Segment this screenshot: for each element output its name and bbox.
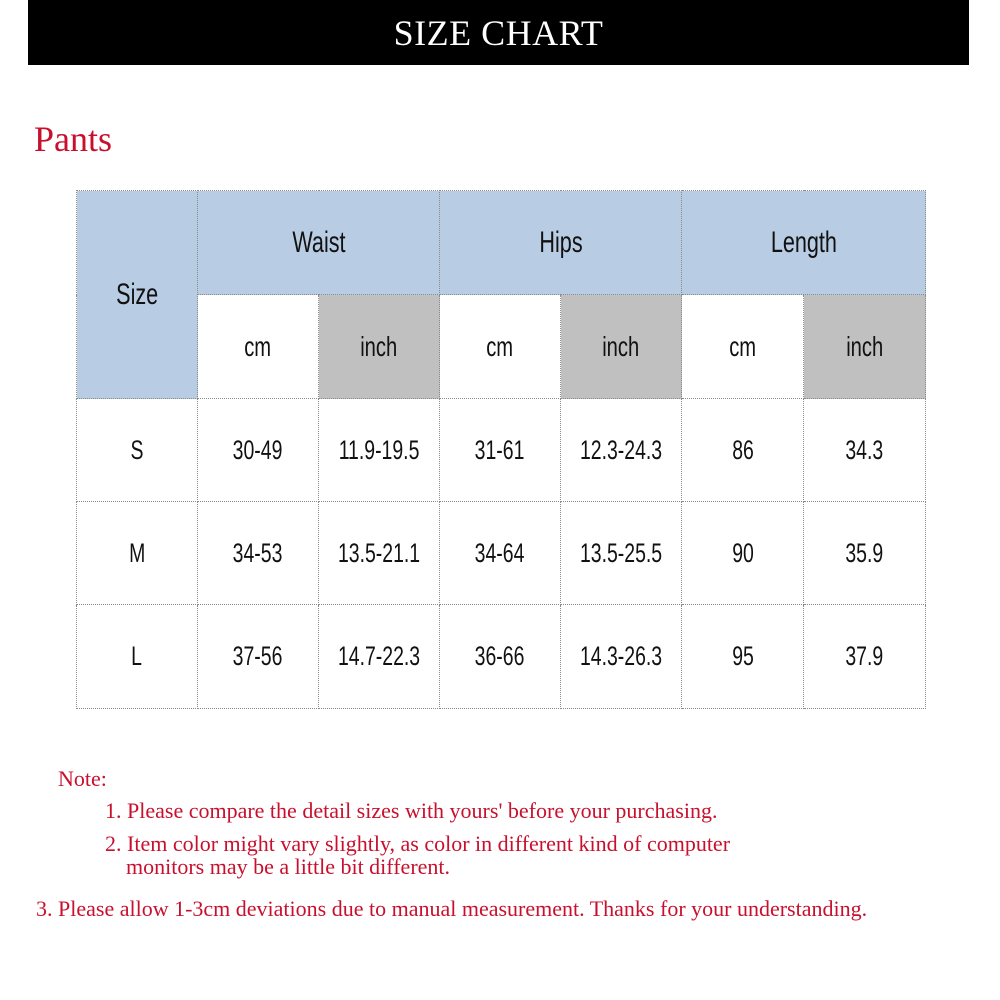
table-cell: 34.3 — [804, 399, 926, 502]
note-item-1: 1. Please compare the detail sizes with yours' before your purchasing. — [105, 798, 718, 823]
table-header-row — [77, 191, 926, 295]
table-row — [77, 502, 926, 605]
table-cell: 37-56 — [198, 605, 319, 709]
table-cell: 37.9 — [804, 605, 926, 709]
length-header: Length — [682, 191, 926, 295]
size-table — [76, 190, 926, 709]
size-cell: L — [77, 605, 198, 709]
size-cell: M — [77, 502, 198, 605]
table-cell: 86 — [682, 399, 804, 502]
table-cell: 34-53 — [198, 502, 319, 605]
unit-header: inch — [319, 295, 440, 399]
table-row — [77, 605, 926, 709]
table-unit-row — [77, 295, 926, 399]
unit-header: cm — [440, 295, 561, 399]
size-chart-banner — [28, 0, 969, 65]
table-cell: 34-64 — [440, 502, 561, 605]
table-row — [77, 399, 926, 502]
table-cell: 11.9-19.5 — [319, 399, 440, 502]
table-cell: 13.5-21.1 — [319, 502, 440, 605]
table-cell: 12.3-24.3 — [561, 399, 682, 502]
note-item-2-line-2: monitors may be a little bit different. — [126, 854, 451, 879]
unit-header: inch — [804, 295, 926, 399]
table-cell: 14.3-26.3 — [561, 605, 682, 709]
section-title: Pants — [34, 119, 113, 159]
note-item-2 — [105, 832, 825, 878]
unit-header: cm — [198, 295, 319, 399]
table-cell: 13.5-25.5 — [561, 502, 682, 605]
table-cell: 36-66 — [440, 605, 561, 709]
size-header: Size — [77, 191, 198, 399]
unit-header: cm — [682, 295, 804, 399]
table-cell: 35.9 — [804, 502, 926, 605]
hips-header: Hips — [440, 191, 682, 295]
unit-header: inch — [561, 295, 682, 399]
note-item-3: 3. Please allow 1-3cm deviations due to manual measurement. Thanks for your understanding. — [36, 896, 868, 921]
table-cell: 31-61 — [440, 399, 561, 502]
note-item-2-line-1: 2. Item color might vary slightly, as color in different kind of computer — [105, 831, 731, 856]
table-cell: 14.7-22.3 — [319, 605, 440, 709]
table-cell: 90 — [682, 502, 804, 605]
note-label: Note: — [58, 766, 107, 791]
table-cell: 30-49 — [198, 399, 319, 502]
waist-header: Waist — [198, 191, 440, 295]
size-cell: S — [77, 399, 198, 502]
banner-title: SIZE CHART — [393, 12, 604, 53]
table-cell: 95 — [682, 605, 804, 709]
